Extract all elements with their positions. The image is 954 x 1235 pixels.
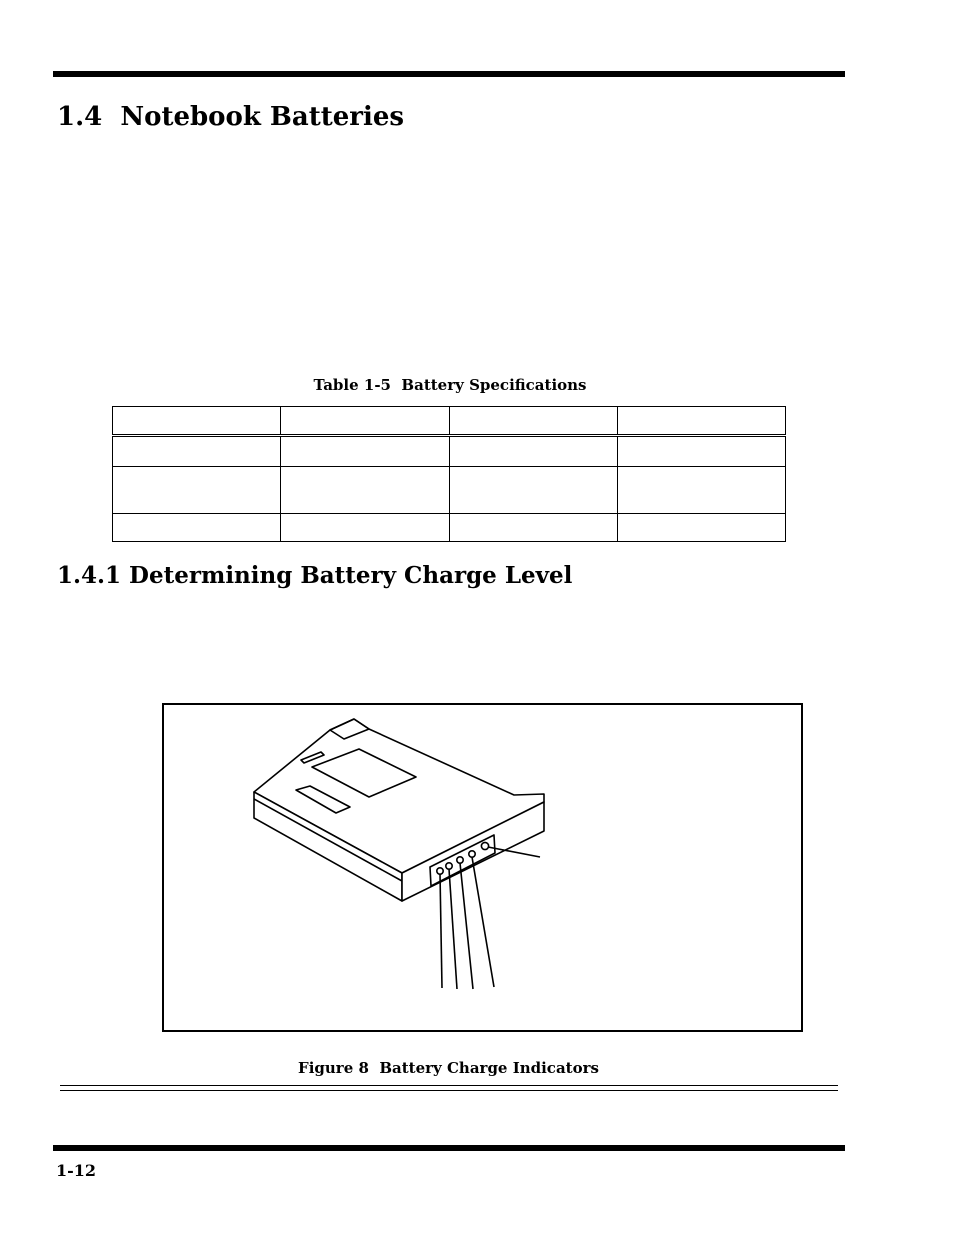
table-row — [113, 514, 786, 542]
table-cell — [449, 514, 617, 542]
table-cell — [113, 467, 281, 514]
table-cell — [281, 436, 449, 467]
table-row — [113, 467, 786, 514]
separator-rule-upper — [60, 1085, 838, 1086]
bottom-rule — [53, 1145, 845, 1151]
table-cell — [449, 407, 617, 436]
table-cell — [113, 407, 281, 436]
table-cell — [113, 514, 281, 542]
table-cell — [281, 514, 449, 542]
section-heading: 1.4 Notebook Batteries — [57, 102, 405, 132]
separator-rule-lower — [60, 1090, 838, 1091]
figure-frame — [162, 703, 803, 1032]
table-cell — [617, 436, 785, 467]
top-rule — [53, 71, 845, 77]
subsection-heading: 1.4.1 Determining Battery Charge Level — [57, 562, 573, 589]
table-cell — [449, 467, 617, 514]
table-cell — [617, 514, 785, 542]
table-header-row — [113, 407, 786, 436]
table-cell — [617, 467, 785, 514]
table-row — [113, 436, 786, 467]
figure-caption: Figure 8 Battery Charge Indicators — [298, 1059, 599, 1077]
battery-spec-table — [112, 406, 786, 542]
battery-illustration — [164, 705, 801, 1030]
table-cell — [617, 407, 785, 436]
table-cell — [449, 436, 617, 467]
table-caption: Table 1-5 Battery Specifications — [313, 376, 587, 394]
table-cell — [281, 467, 449, 514]
table-cell — [281, 407, 449, 436]
page-number: 1-12 — [56, 1161, 97, 1180]
table-cell — [113, 436, 281, 467]
